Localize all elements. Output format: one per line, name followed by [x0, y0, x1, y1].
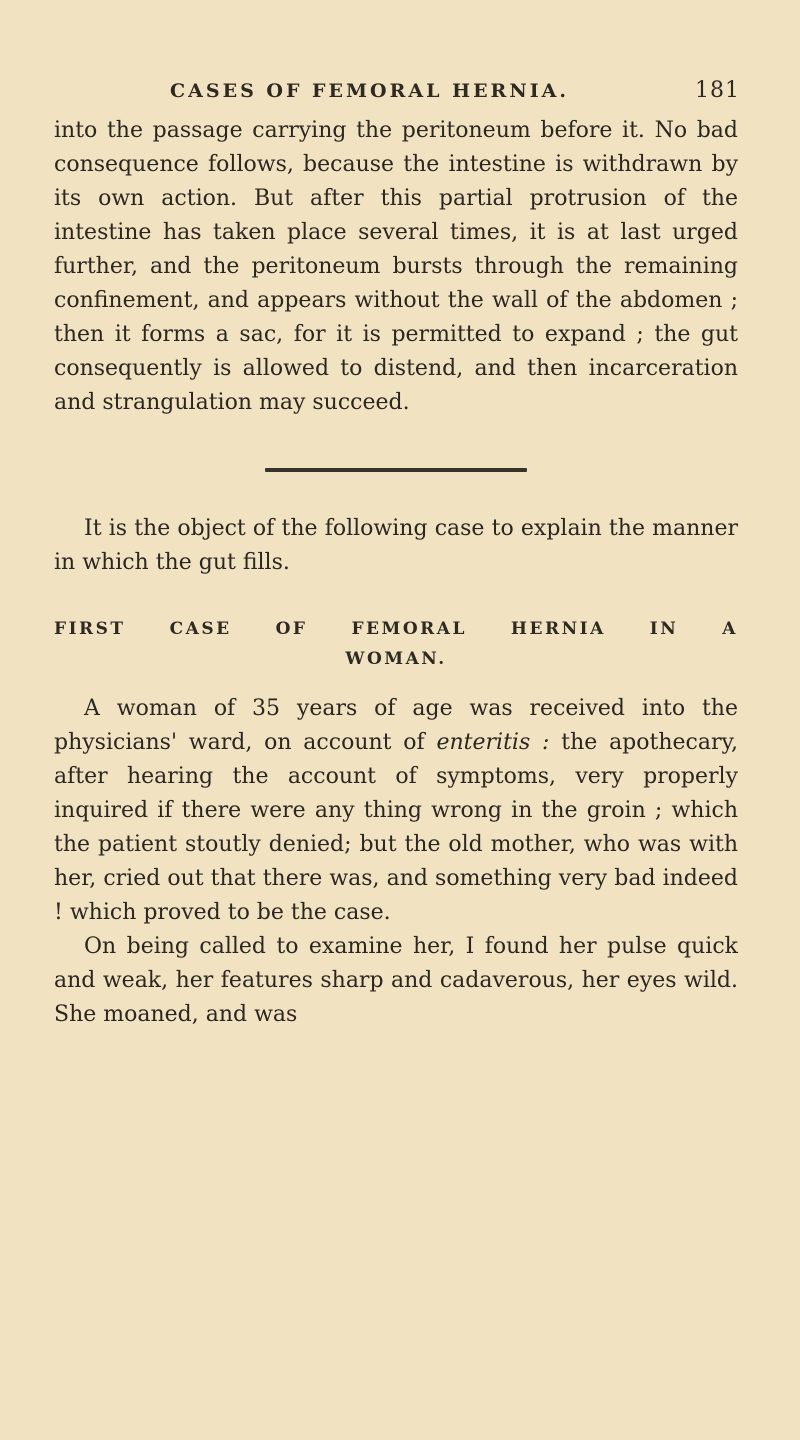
case-heading — [54, 614, 738, 674]
page-number: 181 — [695, 78, 740, 103]
paragraph-3 — [54, 692, 738, 930]
paragraph-3-text-a: A woman of 35 years of age was received into the physicians' ward, on account of — [54, 696, 738, 755]
body-text — [54, 114, 738, 1032]
running-head — [170, 78, 740, 103]
running-title: CASES OF FEMORAL HERNIA. — [170, 80, 569, 102]
case-heading-line-2: WOMAN. — [345, 649, 447, 669]
paragraph-3-text-b: the apothecary, after hearing the account of symptoms, very properly inquired if there were any thing wrong in the groin ; which the patient stoutly denied; but the old mother, who was with her, cried out that there was, and something very bad indeed ! which proved to be the case. — [54, 730, 738, 925]
paragraph-3-italic-term: enteritis : — [436, 730, 550, 755]
paragraph-4: On being called to examine her, I found her pulse quick and weak, her features sharp and cadaverous, her eyes wild. She moaned, and was — [54, 934, 738, 1027]
section-rule — [265, 468, 527, 472]
case-heading-line-1: FIRST CASE OF FEMORAL HERNIA IN A — [54, 619, 738, 639]
paragraph-2: It is the object of the following case to explain the manner in which the gut fills. — [54, 516, 738, 575]
paragraph-1: into the passage carrying the peritoneum before it. No bad consequence follows, because the intestine is withdrawn by its own action. But after this partial protrusion of the intestine has taken place several times, it is at last urged further, and the peritoneum bursts through the remaining confinement, and appears without the wall of the abdomen ; then it forms a sac, for it is permitted to expand ; the gut consequently is allowed to distend, and then incarceration and strangulation may succeed. — [54, 118, 738, 415]
